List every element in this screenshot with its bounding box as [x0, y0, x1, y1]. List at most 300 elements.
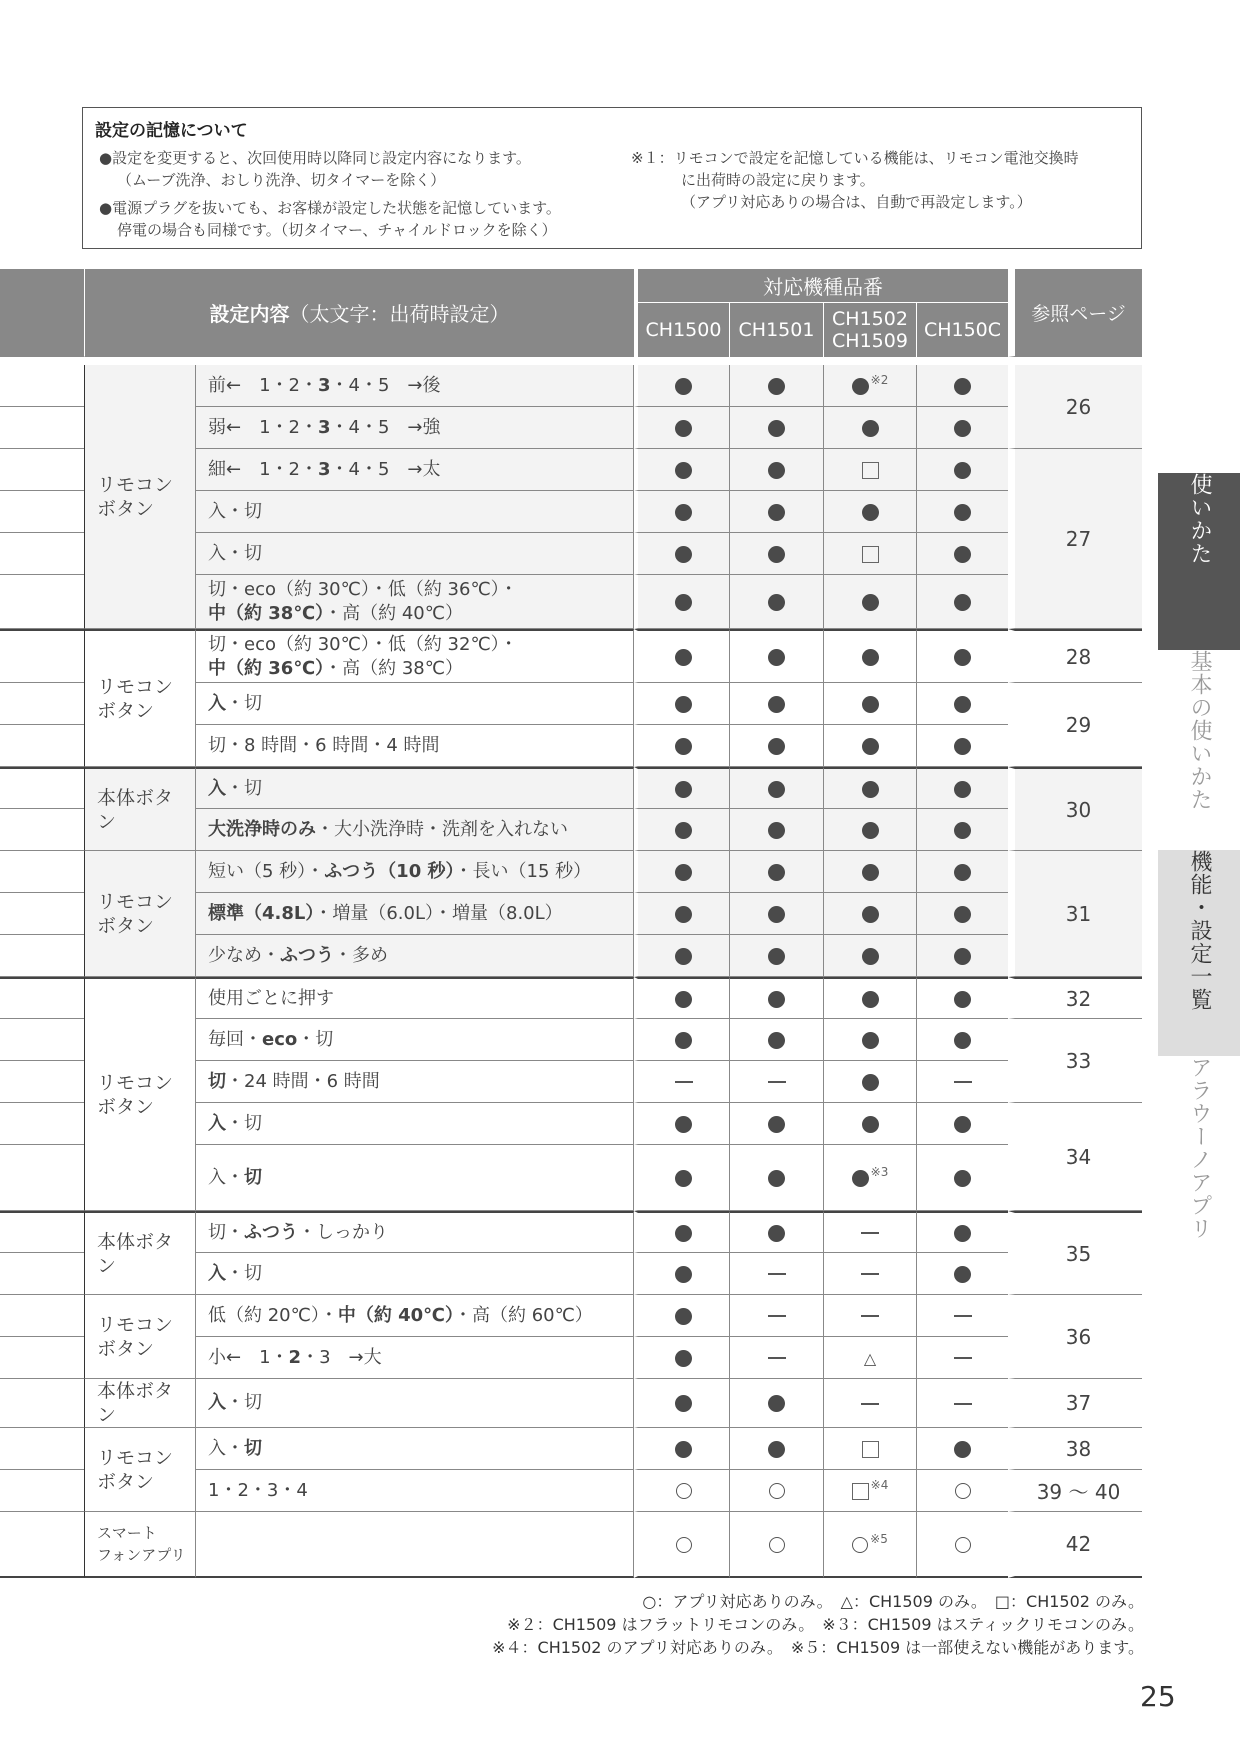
not-supported-dash-icon: [675, 1081, 693, 1083]
setting-text: 入・切: [196, 533, 634, 575]
header-left-blank: [0, 269, 84, 357]
ch1502-only-square-icon: [862, 1441, 879, 1458]
compat-ch150c: [916, 725, 1008, 767]
supported-dot-icon: [768, 1395, 785, 1412]
compat-ch1500: [634, 1379, 729, 1428]
supported-dot-icon: [954, 420, 971, 437]
compat-ch1502-ch1509: [823, 533, 916, 575]
supported-dot-icon: [768, 462, 785, 479]
compat-ch1501: [729, 977, 823, 1019]
supported-dot-icon: [768, 420, 785, 437]
supported-dot-icon: [954, 1170, 971, 1187]
compat-ch1500: [634, 407, 729, 449]
compat-ch1502-ch1509: [823, 767, 916, 809]
setting-text: 低（約 20℃）・中（約 40℃）・高（約 60℃）: [196, 1295, 634, 1337]
not-supported-dash-icon: [768, 1357, 786, 1359]
supported-dot-icon: [768, 504, 785, 521]
not-supported-dash-icon: [768, 1315, 786, 1317]
compat-ch1502-ch1509: [823, 935, 916, 977]
settings-table: [0, 269, 1142, 1578]
compat-ch1500: [634, 851, 729, 893]
supported-dot-icon: [768, 822, 785, 839]
compat-ch1502-ch1509: [823, 725, 916, 767]
supported-dot-icon: [675, 906, 692, 923]
compat-ch1501: [729, 893, 823, 935]
compat-ch1501: [729, 1019, 823, 1061]
footnote-line: ※４：CH1502 のアプリ対応ありのみ。 ※５：CH1509 は一部使えない機能があります。: [492, 1638, 1144, 1657]
page-ref: 37: [1008, 1379, 1142, 1428]
compat-ch1502-ch1509: [823, 629, 916, 683]
compat-ch1502-ch1509: [823, 1103, 916, 1145]
page-ref: 33: [1008, 1019, 1142, 1103]
setting-text: 切・eco（約 30℃）・低（約 36℃）・ 中（約 38℃）・高（約 40℃）: [196, 575, 634, 629]
not-supported-dash-icon: [954, 1315, 972, 1317]
compat-ch1502-ch1509: [823, 683, 916, 725]
compat-ch1501: [729, 809, 823, 851]
supported-dot-icon: [768, 378, 785, 395]
compat-ch1500: [634, 725, 729, 767]
supported-dot-icon: [675, 378, 692, 395]
supported-dot-icon: [862, 1116, 879, 1133]
compat-ch150c: [916, 1337, 1008, 1379]
supported-dot-icon: [954, 1116, 971, 1133]
not-supported-dash-icon: [768, 1273, 786, 1275]
supported-dot-icon: [954, 696, 971, 713]
compat-ch150c: [916, 365, 1008, 407]
supported-dot-icon: [954, 504, 971, 521]
compat-ch1502-ch1509: [823, 449, 916, 491]
page-ref: 38: [1008, 1428, 1142, 1470]
supported-dot-icon: [954, 781, 971, 798]
page-ref: 27: [1008, 449, 1142, 629]
page-ref: 39 ～ 40: [1008, 1470, 1142, 1512]
compat-ch150c: [916, 935, 1008, 977]
app-only-circle-icon: [676, 1537, 692, 1553]
supported-dot-icon: [675, 1116, 692, 1133]
supported-dot-icon: [675, 1032, 692, 1049]
compat-ch150c: [916, 683, 1008, 725]
supported-dot-icon: [768, 781, 785, 798]
footnote-marker: ※4: [870, 1478, 889, 1492]
setting-text: 小← 1・2・3 →大: [196, 1337, 634, 1379]
compat-ch150c: [916, 809, 1008, 851]
compat-ch150c: [916, 893, 1008, 935]
supported-dot-icon: [675, 546, 692, 563]
supported-dot-icon: [862, 781, 879, 798]
not-supported-dash-icon: [861, 1232, 879, 1234]
supported-dot-icon: [675, 649, 692, 666]
page-ref: 28: [1008, 629, 1142, 683]
compat-ch1502-ch1509: [823, 977, 916, 1019]
compat-ch1500: [634, 449, 729, 491]
page-ref: 31: [1008, 851, 1142, 977]
supported-dot-icon: [768, 1441, 785, 1458]
ch1502-only-square-icon: [852, 1483, 869, 1500]
setting-text: 入・切: [196, 1428, 634, 1470]
compat-ch1500: [634, 1061, 729, 1103]
operation-remocon: リモコン ボタン: [84, 365, 196, 629]
supported-dot-icon: [954, 1266, 971, 1283]
not-supported-dash-icon: [861, 1403, 879, 1405]
supported-dot-icon: [768, 1225, 785, 1242]
operation-remocon: リモコン ボタン: [84, 629, 196, 767]
compat-ch1500: [634, 629, 729, 683]
supported-dot-icon: [954, 378, 971, 395]
supported-dot-icon: [862, 1074, 879, 1091]
compat-ch150c: [916, 449, 1008, 491]
setting-text: 標準（4.8L）・増量（6.0L）・増量（8.0L）: [196, 893, 634, 935]
setting-text: 入・切: [196, 1253, 634, 1295]
supported-dot-icon: [852, 378, 869, 395]
supported-dot-icon: [954, 594, 971, 611]
compat-ch1501: [729, 1145, 823, 1211]
compat-ch1500: [634, 1253, 729, 1295]
supported-dot-icon: [768, 991, 785, 1008]
note-right-line: （アプリ対応ありの場合は、自動で再設定します。）: [681, 193, 1032, 211]
compat-ch150c: [916, 491, 1008, 533]
supported-dot-icon: [862, 822, 879, 839]
compat-ch1502-ch1509: [823, 365, 916, 407]
operation-remocon: リモコン ボタン: [84, 977, 196, 1211]
header-model-ch150c: CH150C: [916, 303, 1008, 357]
compat-ch1502-ch1509: [823, 893, 916, 935]
compat-ch1500: [634, 935, 729, 977]
operation-hontai: 本体ボタン: [84, 1379, 196, 1428]
supported-dot-icon: [768, 546, 785, 563]
note-left-line: 停電の場合も同様です。（切タイマー、チャイルドロックを除く）: [117, 221, 557, 239]
compat-ch1502-ch1509: [823, 1145, 916, 1211]
compat-ch150c: [916, 851, 1008, 893]
setting-text: 弱← 1・2・3・4・5 →強: [196, 407, 634, 449]
setting-text: 1・2・3・4: [196, 1470, 634, 1512]
supported-dot-icon: [675, 1308, 692, 1325]
supported-dot-icon: [954, 864, 971, 881]
note-left-line: （ムーブ洗浄、おしり洗浄、切タイマーを除く）: [117, 171, 446, 189]
footnote-marker: ※5: [870, 1531, 888, 1546]
compat-ch1501: [729, 629, 823, 683]
not-supported-dash-icon: [954, 1357, 972, 1359]
app-only-circle-icon: [852, 1537, 868, 1553]
tab-basic-usage[interactable]: 基本の使いかた: [1158, 650, 1240, 850]
page-ref: 34: [1008, 1103, 1142, 1211]
setting-text: 細← 1・2・3・4・5 →太: [196, 449, 634, 491]
supported-dot-icon: [954, 738, 971, 755]
compat-ch1500: [634, 491, 729, 533]
supported-dot-icon: [954, 462, 971, 479]
compat-ch1502-ch1509: [823, 1019, 916, 1061]
compat-ch1501: [729, 725, 823, 767]
note-right-line: ※１：リモコンで設定を記憶している機能は、リモコン電池交換時: [631, 149, 1079, 167]
compat-ch1501: [729, 449, 823, 491]
operation-remocon: リモコン ボタン: [84, 1295, 196, 1379]
header-setting: 設定内容（太文字：出荷時設定）: [84, 269, 634, 357]
supported-dot-icon: [768, 594, 785, 611]
supported-dot-icon: [768, 948, 785, 965]
note-left-line: ●設定を変更すると、次回使用時以降同じ設定内容になります。: [99, 149, 531, 167]
supported-dot-icon: [768, 649, 785, 666]
supported-dot-icon: [954, 546, 971, 563]
compat-ch150c: [916, 1428, 1008, 1470]
compat-ch1500: [634, 1512, 729, 1578]
supported-dot-icon: [954, 948, 971, 965]
supported-dot-icon: [862, 594, 879, 611]
compat-ch1501: [729, 1337, 823, 1379]
setting-text: 入・切: [196, 1379, 634, 1428]
compat-ch1502-ch1509: [823, 809, 916, 851]
compat-ch1501: [729, 407, 823, 449]
compat-ch1502-ch1509: [823, 407, 916, 449]
supported-dot-icon: [862, 420, 879, 437]
header-model-ch1502-ch1509: CH1502 CH1509: [823, 303, 916, 357]
compat-ch1502-ch1509: [823, 851, 916, 893]
setting-text: 使用ごとに押す: [196, 977, 634, 1019]
setting-text-empty: [196, 1512, 634, 1578]
page-ref: 29: [1008, 683, 1142, 767]
operation-hontai: 本体ボタン: [84, 1211, 196, 1295]
left-blank: [0, 365, 84, 407]
supported-dot-icon: [862, 649, 879, 666]
tab-arauno-app[interactable]: アラウーノアプリ: [1158, 1056, 1240, 1256]
supported-dot-icon: [768, 1116, 785, 1133]
compat-ch150c: [916, 1103, 1008, 1145]
compat-ch150c: [916, 767, 1008, 809]
not-supported-dash-icon: [861, 1315, 879, 1317]
page-ref: 26: [1008, 365, 1142, 449]
compat-ch1502-ch1509: [823, 1337, 916, 1379]
page-ref: 32: [1008, 977, 1142, 1019]
compat-ch1501: [729, 491, 823, 533]
supported-dot-icon: [852, 1170, 869, 1187]
compat-ch1501: [729, 1295, 823, 1337]
setting-text: 少なめ・ふつう・多め: [196, 935, 634, 977]
compat-ch1500: [634, 533, 729, 575]
app-only-circle-icon: [955, 1537, 971, 1553]
supported-dot-icon: [675, 738, 692, 755]
supported-dot-icon: [954, 991, 971, 1008]
compat-ch150c: [916, 1295, 1008, 1337]
compat-ch1500: [634, 1470, 729, 1512]
supported-dot-icon: [675, 462, 692, 479]
supported-dot-icon: [862, 864, 879, 881]
compat-ch1502-ch1509: [823, 1253, 916, 1295]
ch1502-only-square-icon: [862, 546, 879, 563]
footnotes: [492, 1590, 1144, 1659]
compat-ch1502-ch1509: [823, 1211, 916, 1253]
compat-ch1500: [634, 1211, 729, 1253]
supported-dot-icon: [768, 738, 785, 755]
setting-text: 入・切: [196, 683, 634, 725]
supported-dot-icon: [862, 696, 879, 713]
operation-smartphone-app: スマート フォンアプリ: [84, 1512, 196, 1578]
compat-ch1500: [634, 1145, 729, 1211]
supported-dot-icon: [862, 738, 879, 755]
compat-ch1500: [634, 365, 729, 407]
not-supported-dash-icon: [861, 1273, 879, 1275]
app-only-circle-icon: [769, 1483, 785, 1499]
supported-dot-icon: [675, 781, 692, 798]
compat-ch1501: [729, 365, 823, 407]
supported-dot-icon: [862, 906, 879, 923]
supported-dot-icon: [675, 1395, 692, 1412]
compat-ch1501: [729, 851, 823, 893]
compat-ch1500: [634, 977, 729, 1019]
compat-ch1500: [634, 809, 729, 851]
compat-ch1501: [729, 533, 823, 575]
setting-text: 入・切: [196, 491, 634, 533]
not-supported-dash-icon: [954, 1403, 972, 1405]
compat-ch150c: [916, 1019, 1008, 1061]
operation-remocon: リモコン ボタン: [84, 1428, 196, 1512]
compat-ch1501: [729, 575, 823, 629]
page-ref: 36: [1008, 1295, 1142, 1379]
supported-dot-icon: [675, 1225, 692, 1242]
compat-ch150c: [916, 977, 1008, 1019]
supported-dot-icon: [954, 906, 971, 923]
compat-ch1501: [729, 1061, 823, 1103]
compat-ch1500: [634, 1019, 729, 1061]
supported-dot-icon: [954, 1032, 971, 1049]
compat-ch150c: [916, 1512, 1008, 1578]
setting-text: 切・eco（約 30℃）・低（約 32℃）・ 中（約 36℃）・高（約 38℃）: [196, 629, 634, 683]
supported-dot-icon: [768, 1170, 785, 1187]
compat-ch1501: [729, 683, 823, 725]
page-number: 25: [1140, 1680, 1176, 1713]
compat-ch150c: [916, 629, 1008, 683]
side-index-tabs: [1158, 473, 1240, 1256]
compat-ch150c: [916, 407, 1008, 449]
note-left-line: ●電源プラグを抜いても、お客様が設定した状態を記憶しています。: [99, 199, 561, 217]
compat-ch150c: [916, 1470, 1008, 1512]
footnote-line: ※２：CH1509 はフラットリモコンのみ。 ※３：CH1509 はスティックリモコンのみ。: [507, 1615, 1144, 1634]
compat-ch1502-ch1509: [823, 491, 916, 533]
compat-ch150c: [916, 1061, 1008, 1103]
supported-dot-icon: [862, 1032, 879, 1049]
operation-hontai: 本体ボタン: [84, 767, 196, 851]
ch1502-only-square-icon: [862, 462, 879, 479]
supported-dot-icon: [862, 991, 879, 1008]
setting-text: 切・8 時間・6 時間・4 時間: [196, 725, 634, 767]
compat-ch1502-ch1509: [823, 1379, 916, 1428]
supported-dot-icon: [675, 948, 692, 965]
compat-ch1502-ch1509: [823, 575, 916, 629]
operation-remocon: リモコン ボタン: [84, 851, 196, 977]
supported-dot-icon: [862, 948, 879, 965]
compat-ch1500: [634, 1103, 729, 1145]
compat-ch150c: [916, 575, 1008, 629]
compat-ch1502-ch1509: [823, 1512, 916, 1578]
supported-dot-icon: [675, 420, 692, 437]
setting-text: 入・切: [196, 1103, 634, 1145]
tab-usage[interactable]: 使いかた: [1158, 473, 1240, 650]
supported-dot-icon: [675, 991, 692, 1008]
supported-dot-icon: [768, 1032, 785, 1049]
app-only-circle-icon: [676, 1483, 692, 1499]
compat-ch150c: [916, 533, 1008, 575]
supported-dot-icon: [675, 1266, 692, 1283]
not-supported-dash-icon: [768, 1081, 786, 1083]
compat-ch1501: [729, 1103, 823, 1145]
supported-dot-icon: [675, 1170, 692, 1187]
footnote-marker: ※2: [870, 373, 889, 387]
compat-ch1500: [634, 1295, 729, 1337]
compat-ch1500: [634, 1337, 729, 1379]
compat-ch1502-ch1509: [823, 1470, 916, 1512]
compat-ch1501: [729, 767, 823, 809]
compat-ch1501: [729, 1512, 823, 1578]
compat-ch1501: [729, 1253, 823, 1295]
not-supported-dash-icon: [954, 1081, 972, 1083]
compat-ch1501: [729, 1379, 823, 1428]
compat-ch150c: [916, 1253, 1008, 1295]
page-ref: 35: [1008, 1211, 1142, 1295]
setting-text: 前← 1・2・3・4・5 →後: [196, 365, 634, 407]
header-page: 参照ページ: [1008, 269, 1142, 357]
setting-text: 短い（5 秒）・ふつう（10 秒）・長い（15 秒）: [196, 851, 634, 893]
compat-ch150c: [916, 1145, 1008, 1211]
app-only-circle-icon: [955, 1483, 971, 1499]
memory-note-box: [82, 107, 1142, 249]
compat-ch1500: [634, 1428, 729, 1470]
supported-dot-icon: [675, 504, 692, 521]
supported-dot-icon: [768, 906, 785, 923]
supported-dot-icon: [768, 864, 785, 881]
supported-dot-icon: [954, 1441, 971, 1458]
app-only-circle-icon: [769, 1537, 785, 1553]
supported-dot-icon: [768, 696, 785, 713]
note-right-line: に出荷時の設定に戻ります。: [681, 171, 875, 189]
supported-dot-icon: [954, 1225, 971, 1242]
compat-ch150c: [916, 1211, 1008, 1253]
supported-dot-icon: [675, 1441, 692, 1458]
supported-dot-icon: [675, 696, 692, 713]
supported-dot-icon: [675, 864, 692, 881]
supported-dot-icon: [675, 822, 692, 839]
ch1509-only-triangle-icon: △: [863, 1348, 877, 1368]
header-model-ch1501: CH1501: [729, 303, 823, 357]
tab-function-settings[interactable]: 機能・設定一覧: [1158, 850, 1240, 1056]
compat-ch1502-ch1509: [823, 1428, 916, 1470]
setting-text: 大洗浄時のみ・大小洗浄時・洗剤を入れない: [196, 809, 634, 851]
header-model-ch1500: CH1500: [634, 303, 729, 357]
compat-ch1501: [729, 1211, 823, 1253]
compat-ch1501: [729, 1428, 823, 1470]
compat-ch150c: [916, 1379, 1008, 1428]
setting-text: 入・切: [196, 767, 634, 809]
supported-dot-icon: [954, 822, 971, 839]
compat-ch1501: [729, 935, 823, 977]
setting-text: 切・24 時間・6 時間: [196, 1061, 634, 1103]
compat-ch1500: [634, 767, 729, 809]
supported-dot-icon: [954, 649, 971, 666]
compat-ch1501: [729, 1470, 823, 1512]
memory-note-title: 設定の記憶について: [95, 121, 248, 141]
compat-ch1502-ch1509: [823, 1061, 916, 1103]
header-model: 対応機種品番: [634, 269, 1008, 303]
compat-ch1502-ch1509: [823, 1295, 916, 1337]
setting-text: 切・ふつう・しっかり: [196, 1211, 634, 1253]
setting-text: 毎回・eco・切: [196, 1019, 634, 1061]
supported-dot-icon: [675, 594, 692, 611]
footnote-line: ○：アプリ対応ありのみ。 △：CH1509 のみ。 □：CH1502 のみ。: [642, 1592, 1144, 1611]
page-ref: 42: [1008, 1512, 1142, 1578]
supported-dot-icon: [862, 504, 879, 521]
page-ref: 30: [1008, 767, 1142, 851]
setting-text: 入・切: [196, 1145, 634, 1211]
compat-ch1500: [634, 683, 729, 725]
supported-dot-icon: [675, 1350, 692, 1367]
compat-ch1500: [634, 575, 729, 629]
compat-ch1500: [634, 893, 729, 935]
